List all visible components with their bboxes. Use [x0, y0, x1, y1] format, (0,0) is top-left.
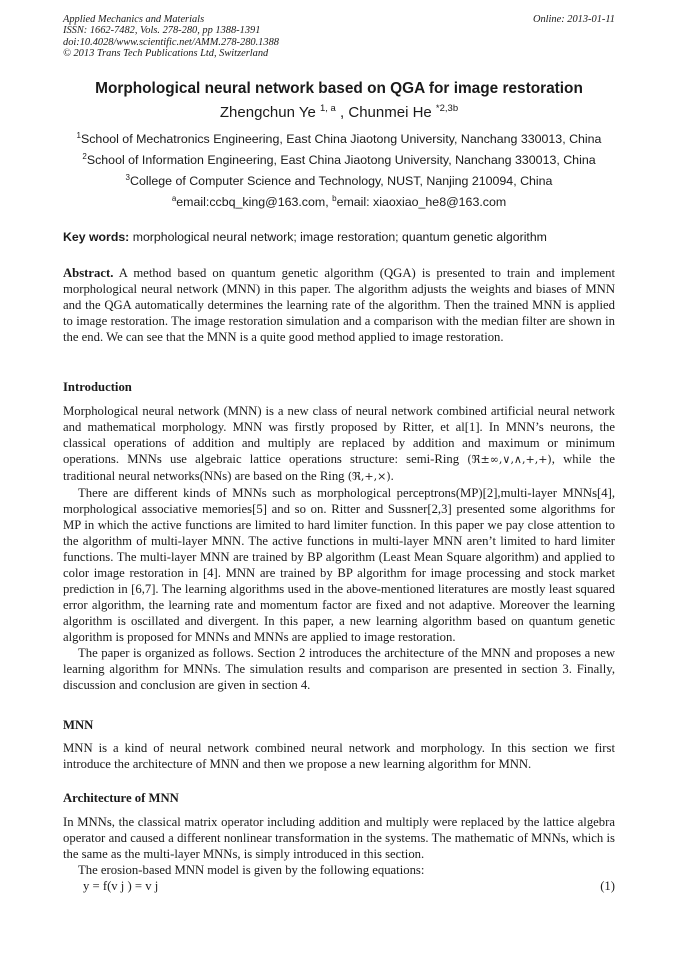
- ring-formula: (ℜ,+,×): [347, 470, 391, 483]
- architecture-paragraph-1: In MNNs, the classical matrix operator including addition and multiply were replaced by the lattice algebra operator and caused a different nonlinear transformation in the systems. The mathematic of MNNs, which is the same as the multi-layer MNNs, is simply introduced in this section.: [63, 815, 615, 861]
- journal-name: Applied Mechanics and Materials: [63, 14, 205, 25]
- abstract: [63, 265, 615, 345]
- mnn-body: [63, 740, 615, 772]
- email-a-sup: a: [171, 194, 177, 203]
- doi-line: doi:10.4028/www.scientific.net/AMM.278-280.1388: [63, 36, 279, 48]
- equation-1: [83, 879, 615, 894]
- equation-1-text: y = f(v j ) = v j: [83, 879, 159, 893]
- affiliation-2-sup: 2: [82, 152, 87, 161]
- affiliation-1-text: School of Mechatronics Engineering, East China Jiaotong University, Nanchang 330013, China: [80, 132, 602, 147]
- intro-p1-b: , while the traditional neural networks(NNs) are based on the Ring: [63, 452, 615, 483]
- author-2-name: Chunmei He: [348, 104, 432, 121]
- affiliation-2: [63, 152, 615, 167]
- author-line: [63, 103, 615, 121]
- author-1-name: Zhengchun Ye: [219, 104, 316, 121]
- intro-p1-c: .: [390, 469, 394, 483]
- author-1-sup: 1, a: [320, 103, 336, 114]
- email-b-sup: b: [332, 194, 337, 203]
- affiliation-2-text: School of Information Engineering, East China Jiaotong University, Nanchang 330013, China: [86, 153, 596, 168]
- author-2-sup: *2,3b: [435, 103, 459, 114]
- semi-ring-formula: (ℜ±∞,∨,∧,+,+): [467, 453, 552, 466]
- intro-paragraph-3: The paper is organized as follows. Section 2 introduces the architecture of the MNN and proposes a new learning algorithm for MNNs. The simulation results and comparison are presented in section 3. Finally, discussion and conclusion are given in section 4.: [63, 646, 615, 692]
- email-a: email:ccbq_king@163.com,: [176, 195, 333, 210]
- abstract-label: Abstract.: [63, 266, 114, 280]
- affiliation-1: [63, 131, 615, 146]
- abstract-text: A method based on quantum genetic algorithm (QGA) is presented to train and implement morphological neural network (MNN) in this paper. The algorithm adjusts the weights and biases of MNN and the QGA automatically determines the learning rate of the algorithm. Then the trained MNN is applied to image restoration. The image restoration simulation and a comparison with the median filter are shown in the end. We can see that the MNN is a quite good method applied to image restoration.: [63, 266, 615, 344]
- intro-paragraph-2: There are different kinds of MNNs such as morphological perceptrons(MP)[2],multi-layer MNNs[4], morphological associative memories[5] and so on. Ritter and Sussner[2,3] presented some algorithms for MP in which the active functions are limited to hard limiter function. In this paper we pay close attention to the algorithm of multi-layer MNN. The active functions in multi-layer MNN aren’t limited to hard limiter functions. The multi-layer MNN are trained by BP algorithm (Least Mean Square algorithm) and applied to color image restoration in [4]. MNN are trained by BP algorithm for image processing and stock market prediction in [6,7]. The learning algorithms used in the above-mentioned literatures are mostly least squared error algorithm, the learning rate and momentum factor are fixed and not adaptive. Moreover the learning algorithm is oscillated and divergent. In this paper, a new learning algorithm based on quantum genetic algorithm is proposed for MNNs and MNNs are applied to image restoration.: [63, 486, 615, 644]
- intro-p1-a: Morphological neural network (MNN) is a new class of neural network combined artificial neural network and mathematical morphology. MNN was firstly proposed by Ritter, et al[1]. In MNN’s neurons, the classical operations of addition and multiply are replaced by addition and maximum or minimum operations. MNNs use algebraic lattice operations structure: semi-Ring: [63, 404, 615, 466]
- mnn-heading: MNN: [63, 718, 94, 732]
- paper-title: Morphological neural network based on QGA for image restoration: [95, 80, 583, 97]
- intro-paragraph-1: [63, 403, 615, 485]
- keywords: [63, 230, 623, 244]
- mnn-paragraph-1: MNN is a kind of neural network combined neural network and morphology. In this section we first introduce the architecture of MNN and then we propose a new learning algorithm for MNN.: [63, 741, 615, 771]
- keywords-label: Key words:: [63, 230, 130, 244]
- affiliation-3-text: College of Computer Science and Technology, NUST, Nanjing 210094, China: [130, 174, 553, 189]
- email-line: [63, 194, 615, 209]
- journal-header: [63, 14, 615, 60]
- architecture-body: [63, 814, 615, 878]
- copyright-line: © 2013 Trans Tech Publications Ltd, Switzerland: [63, 48, 269, 60]
- issn-line: ISSN: 1662-7482, Vols. 278-280, pp 1388-1391: [63, 25, 261, 37]
- online-date: Online: 2013-01-11: [532, 14, 615, 25]
- affiliation-3-sup: 3: [125, 173, 130, 182]
- author-separator: ,: [335, 104, 349, 121]
- affiliation-1-sup: 1: [76, 131, 81, 140]
- affiliation-3: [63, 173, 615, 188]
- architecture-paragraph-2: The erosion-based MNN model is given by the following equations:: [78, 863, 425, 877]
- architecture-heading: Architecture of MNN: [63, 791, 179, 805]
- introduction-heading: Introduction: [63, 380, 132, 394]
- equation-1-number: (1): [600, 879, 615, 893]
- email-b: email: xiaoxiao_he8@163.com: [336, 195, 507, 210]
- introduction-body: [63, 403, 615, 693]
- keywords-text: morphological neural network; image restoration; quantum genetic algorithm: [129, 230, 547, 244]
